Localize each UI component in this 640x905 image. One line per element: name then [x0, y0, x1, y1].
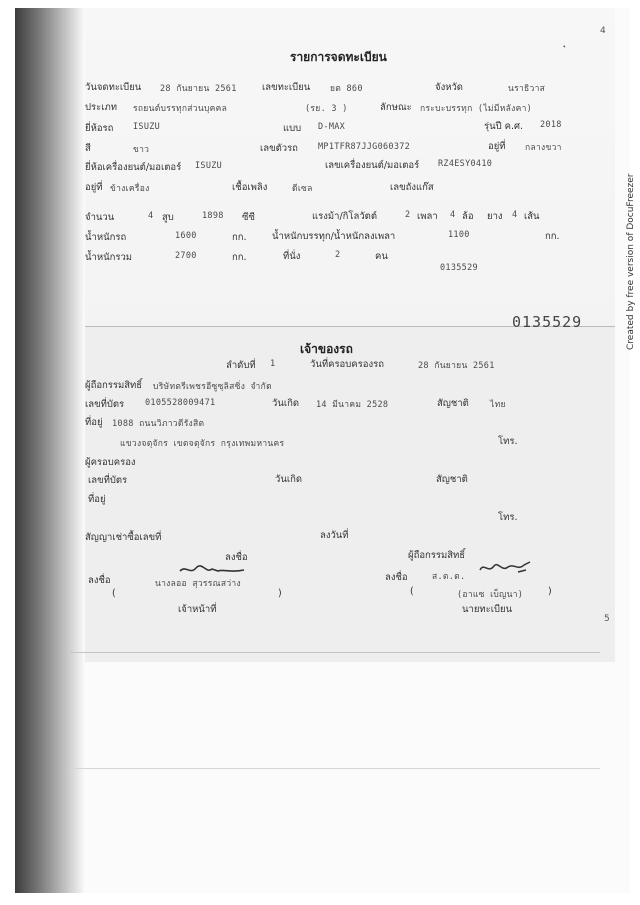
contract-date-label: ลงวันที่: [320, 530, 349, 541]
engine-no-value: RZ4ESY0410: [438, 159, 493, 169]
seq-value: 1: [270, 359, 276, 369]
gross-kg: กก.: [232, 252, 247, 263]
contract-label: สัญญาเช่าซื้อเลขที่: [85, 532, 162, 543]
left-sign-label: ลงชื่อ: [225, 552, 248, 563]
owner-title: เจ้าของรถ: [300, 342, 353, 356]
tire-value: 4: [512, 210, 518, 220]
page-number-bottom: 5: [604, 614, 610, 624]
character-label: ลักษณะ: [380, 102, 412, 113]
card-value: 0105528009471: [145, 398, 216, 408]
fuel-label: เชื้อเพลิง: [232, 182, 268, 193]
load-value: 1100: [448, 230, 470, 240]
seats-unit: คน: [375, 251, 388, 262]
serial-big: 0135529: [512, 313, 583, 331]
right-signature-icon: [478, 558, 534, 576]
right-name: (อาแซ เบ็ญนา): [457, 590, 524, 600]
type-value: รถยนต์บรรทุกส่วนบุคคล: [133, 104, 228, 114]
character-value: กระบะบรรทุก (ไม่มีหลังคา): [420, 104, 533, 114]
engine-brand-label: ยี่ห้อเครื่องยนต์/มอเตอร์: [85, 162, 182, 173]
axle-value: 2: [405, 210, 411, 220]
chassis-value: MP1TFR87JJG060372: [318, 142, 411, 152]
birth2-label: วันเกิด: [275, 474, 302, 485]
watermark-text: Created by free version of DocuFreezer: [626, 173, 636, 350]
province-label: จังหวัด: [435, 82, 463, 93]
holder-label: ผู้ถือกรรมสิทธิ์: [85, 380, 143, 391]
card2-label: เลขที่บัตร: [88, 475, 128, 486]
model-value: D-MAX: [318, 122, 346, 132]
load-kg: กก.: [545, 231, 560, 242]
weight-value: 1600: [175, 231, 197, 241]
right-sign-prefix: ลงชื่อ: [385, 572, 408, 583]
location-value: กลางขวา: [525, 143, 562, 153]
axle-label: เพลา: [417, 211, 438, 222]
left-role: เจ้าหน้าที่: [178, 604, 217, 615]
reg-no-value: ยต 860: [330, 84, 363, 94]
cc-value: 1898: [202, 211, 224, 221]
chassis-label: เลขตัวรถ: [260, 143, 298, 154]
gross-label: น้ำหนักรวม: [85, 252, 133, 263]
seats-label: ที่นั่ง: [283, 251, 301, 262]
phone-label: โทร.: [498, 436, 518, 447]
gas-tank-label: เลขถังแก๊ส: [390, 182, 434, 193]
phone2-label: โทร.: [498, 512, 518, 523]
birth-value: 14 มีนาคม 2528: [316, 400, 389, 410]
engine-no-label: เลขเครื่องยนต์/มอเตอร์: [325, 160, 420, 171]
right-paren-close: ): [548, 586, 552, 597]
brand-value: ISUZU: [133, 122, 161, 132]
right-stamp: ส.ต.ต.: [432, 572, 466, 582]
divider-line: [70, 652, 600, 653]
nationality2-label: สัญชาติ: [436, 474, 468, 485]
color-label: สี: [85, 143, 91, 154]
scan-shadow: [15, 8, 85, 893]
type-label: ประเภท: [85, 102, 118, 113]
engine-loc-label: อยู่ที่: [85, 182, 103, 193]
weight-kg: กก.: [232, 232, 247, 243]
hp-label: แรงม้า/กิโลวัตต์: [312, 211, 378, 222]
location-label: อยู่ที่: [488, 141, 506, 152]
address-line1: 1088 ถนนวิภาวดีรังสิต: [112, 419, 205, 429]
gross-value: 2700: [175, 251, 197, 261]
serial-small: 0135529: [440, 263, 478, 273]
province-value: นราธิวาส: [508, 84, 546, 94]
holder-value: บริษัทตรีเพชรอีซูซุลิสซิ่ง จำกัด: [153, 382, 272, 392]
reg-no-label: เลขทะเบียน: [262, 82, 311, 93]
ry-value: (รย. 3 ): [305, 104, 348, 114]
color-value: ขาว: [133, 145, 150, 155]
cyl-label: สูบ: [162, 212, 174, 223]
nationality-value: ไทย: [490, 400, 506, 410]
engine-brand-value: ISUZU: [195, 161, 223, 171]
date-label: วันจดทะเบียน: [85, 82, 142, 93]
tire-unit: เส้น: [524, 211, 540, 222]
count-value: 4: [148, 211, 154, 221]
engine-loc-value: ข้างเครื่อง: [110, 184, 150, 194]
nationality-label: สัญชาติ: [437, 398, 469, 409]
card-label: เลขที่บัตร: [85, 399, 125, 410]
left-paren-open: (: [112, 588, 116, 599]
count-label: จำนวน: [85, 212, 115, 223]
right-sign-title: ผู้ถือกรรมสิทธิ์: [408, 550, 466, 561]
date-value: 28 กันยายน 2561: [160, 84, 237, 94]
load-label: น้ำหนักบรรทุก/น้ำหนักลงเพลา: [272, 231, 396, 242]
seq-label: ลำดับที่: [226, 360, 256, 371]
address-line2: แขวงจตุจักร เขตจตุจักร กรุงเทพมหานคร: [120, 439, 285, 449]
model-label: แบบ: [283, 123, 302, 134]
address2-label: ที่อยู่: [88, 494, 106, 505]
wheel-value: 4: [450, 210, 456, 220]
tire-label: ยาง: [487, 211, 503, 222]
possess-date-label: วันที่ครอบครองรถ: [310, 359, 384, 370]
right-paren-open: (: [410, 586, 414, 597]
left-sign-prefix: ลงชื่อ: [88, 575, 111, 586]
birth-label: วันเกิด: [272, 398, 299, 409]
page-number-top: 4: [600, 26, 606, 36]
possess-date-value: 28 กันยายน 2561: [418, 361, 495, 371]
weight-label: น้ำหนักรถ: [85, 232, 127, 243]
fuel-value: ดีเซล: [292, 184, 313, 194]
registration-title: รายการจดทะเบียน: [290, 50, 387, 64]
possessor-label: ผู้ครอบครอง: [85, 457, 136, 468]
address-label: ที่อยู่: [85, 417, 103, 428]
right-role: นายทะเบียน: [462, 604, 513, 615]
owner-section-background: [85, 326, 615, 662]
divider-line: [70, 768, 600, 769]
left-name: นางลออ สุวรรณสว่าง: [155, 579, 241, 589]
brand-label: ยี่ห้อรถ: [85, 123, 114, 134]
cc-label: ซีซี: [242, 212, 255, 223]
wheel-label: ล้อ: [462, 211, 474, 222]
seats-value: 2: [335, 250, 341, 260]
model-year-label: รุ่นปี ค.ศ.: [484, 121, 524, 132]
model-year-value: 2018: [540, 120, 562, 130]
left-paren-close: ): [278, 588, 282, 599]
